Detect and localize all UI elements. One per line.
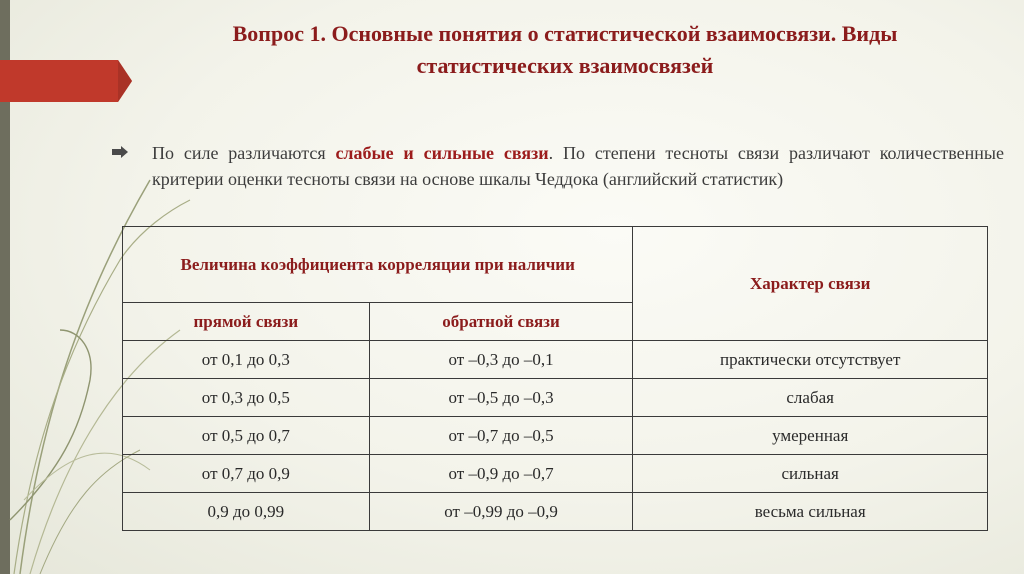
arrow-bullet-icon [112,146,128,158]
cell-character: умеренная [633,417,988,455]
paragraph-text [152,140,1004,192]
correlation-table [122,226,988,531]
cell-character: слабая [633,379,988,417]
title-line-1: Вопрос 1. Основные понятия о статистической взаимосвязи. Виды [232,21,898,46]
header-inverse: обратной связи [369,303,633,341]
cell-direct: 0,9 до 0,99 [123,493,370,531]
table-row [123,493,988,531]
table-row [123,379,988,417]
cell-direct: от 0,7 до 0,9 [123,455,370,493]
header-direct: прямой связи [123,303,370,341]
header-coefficient: Величина коэффициента корреляции при наличии [123,227,633,303]
cell-inverse: от –0,99 до –0,9 [369,493,633,531]
cell-inverse: от –0,7 до –0,5 [369,417,633,455]
cell-inverse: от –0,3 до –0,1 [369,341,633,379]
body-paragraph [112,140,1004,192]
table-row [123,455,988,493]
paragraph-after: . По степени тесноты связи различают количественные критерии оценки тесноты связи на основе шкалы Чеддока (английский статистик) [152,143,1004,189]
cell-character: сильная [633,455,988,493]
paragraph-highlight: слабые и сильные связи [335,143,549,163]
slide-title [150,18,980,82]
title-line-2: статистических взаимосвязей [416,53,714,78]
cell-direct: от 0,5 до 0,7 [123,417,370,455]
cell-inverse: от –0,9 до –0,7 [369,455,633,493]
cell-character: весьма сильная [633,493,988,531]
table-row [123,417,988,455]
table-row [123,341,988,379]
cell-direct: от 0,3 до 0,5 [123,379,370,417]
accent-tab [0,60,132,102]
cell-inverse: от –0,5 до –0,3 [369,379,633,417]
cell-direct: от 0,1 до 0,3 [123,341,370,379]
paragraph-before: По силе различаются [152,143,336,163]
cell-character: практически отсутствует [633,341,988,379]
header-character: Характер связи [633,227,988,341]
